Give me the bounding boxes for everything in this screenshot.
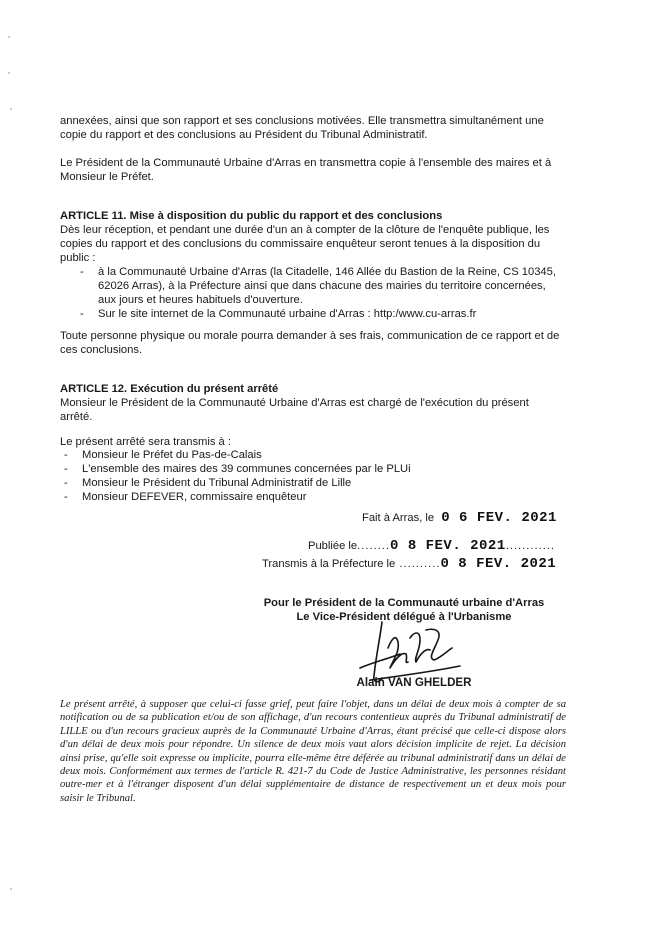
scan-speck [8, 36, 10, 38]
list-item: - L'ensemble des maires des 39 communes concernées par le PLUi [64, 463, 411, 475]
publiee-line: Publiée le........0 8 FEV. 2021............ [308, 538, 556, 554]
signatory-name: Alain VAN GHELDER [356, 676, 472, 689]
transmis-date-stamp: 0 8 FEV. 2021 [440, 556, 557, 572]
paragraph-annexes: annexées, ainsi que son rapport et ses conclusions motivées. Elle transmettra simultanément une copie du rapport et des conclusions au Président du Tribunal Administratif. [60, 115, 544, 141]
signature-line-1: Pour le Président de la Communauté urbaine d'Arras [263, 597, 545, 609]
list-item: - Monsieur le Préfet du Pas-de-Calais [64, 449, 262, 461]
fait-line [362, 511, 557, 525]
list-item: - à la Communauté Urbaine d'Arras (la Citadelle, 146 Allée du Bastion de la Reine, CS 10345, 62026 Arras), à la Préfecture ainsi que dans chacune des mairies du territoire concernées, aux jours et heures habituels d'ouverture. [80, 266, 556, 306]
list-item: - Monsieur DEFEVER, commissaire enquêteur [64, 491, 307, 503]
publiee-label: Publiée le [308, 540, 358, 552]
article-11-list [76, 265, 562, 321]
fait-date-stamp: 0 6 FEV. 2021 [441, 510, 557, 526]
transmis-label: Transmis à la Préfecture le [262, 558, 396, 570]
article-12-title: ARTICLE 12. Exécution du présent arrêté [60, 383, 279, 395]
list-item: - Sur le site internet de la Communauté urbaine d'Arras : http:/www.cu-arras.fr [80, 308, 477, 320]
publiee-date-stamp: 0 8 FEV. 2021 [390, 538, 506, 554]
article-11-title: ARTICLE 11. Mise à disposition du public du rapport et des conclusions [60, 210, 443, 222]
transmis-line: Transmis à la Préfecture le ..........0 8 FEV. 2021 [262, 556, 557, 572]
list-item: - Monsieur le Président du Tribunal Administratif de Lille [64, 477, 352, 489]
scan-speck [8, 72, 10, 74]
legal-notice: Le présent arrêté, à supposer que celui-ci fasse grief, peut faire l'objet, dans un délai de deux mois à compter de sa notification ou de sa publication et/ou de son affichage, d'un recours contentieux auprès du Tribunal administratif de LILLE ou d'un recours gracieux auprès de la Communauté Urbaine d'Arras, étant précisé que celle-ci dispose alors d'un délai de deux mois pour répondre. Un silence de deux mois vaut alors décision implicite de rejet. La décision ainsi prise, qu'elle soit expresse ou implicite, pourra elle-même être déférée au tribunal administratif dans un délai de deux mois. Conformément aux termes de l'article R. 421-7 du Code de Justice Administrative, les personnes résidant outre-mer et à l'étranger disposent d'un délai supplémentaire de distance de respectivement un et deux mois pour saisir le Tribunal. [60, 699, 566, 804]
signature-line-2: Le Vice-Président délégué à l'Urbanisme [296, 611, 512, 623]
fait-label: Fait à Arras, le [362, 512, 435, 524]
article-11-intro: Dès leur réception, et pendant une durée d'un an à compter de la clôture de l'enquête publique, les copies du rapport et des conclusions du commissaire enquêteur seront tenues à la disposition du public : [60, 224, 550, 264]
scan-speck [10, 888, 12, 890]
article-11-closing: Toute personne physique ou morale pourra demander à ses frais, communication de ce rapport et de ces conclusions. [60, 330, 560, 356]
article-12-text: Monsieur le Président de la Communauté Urbaine d'Arras est chargé de l'exécution du présent arrêté. [60, 397, 529, 423]
paragraph-transmission-maires: Le Président de la Communauté Urbaine d'Arras en transmettra copie à l'ensemble des maires et à Monsieur le Préfet. [60, 157, 552, 183]
transmis-intro: Le présent arrêté sera transmis à : [60, 436, 231, 448]
scan-speck [10, 108, 12, 110]
recipients-list [60, 448, 560, 504]
